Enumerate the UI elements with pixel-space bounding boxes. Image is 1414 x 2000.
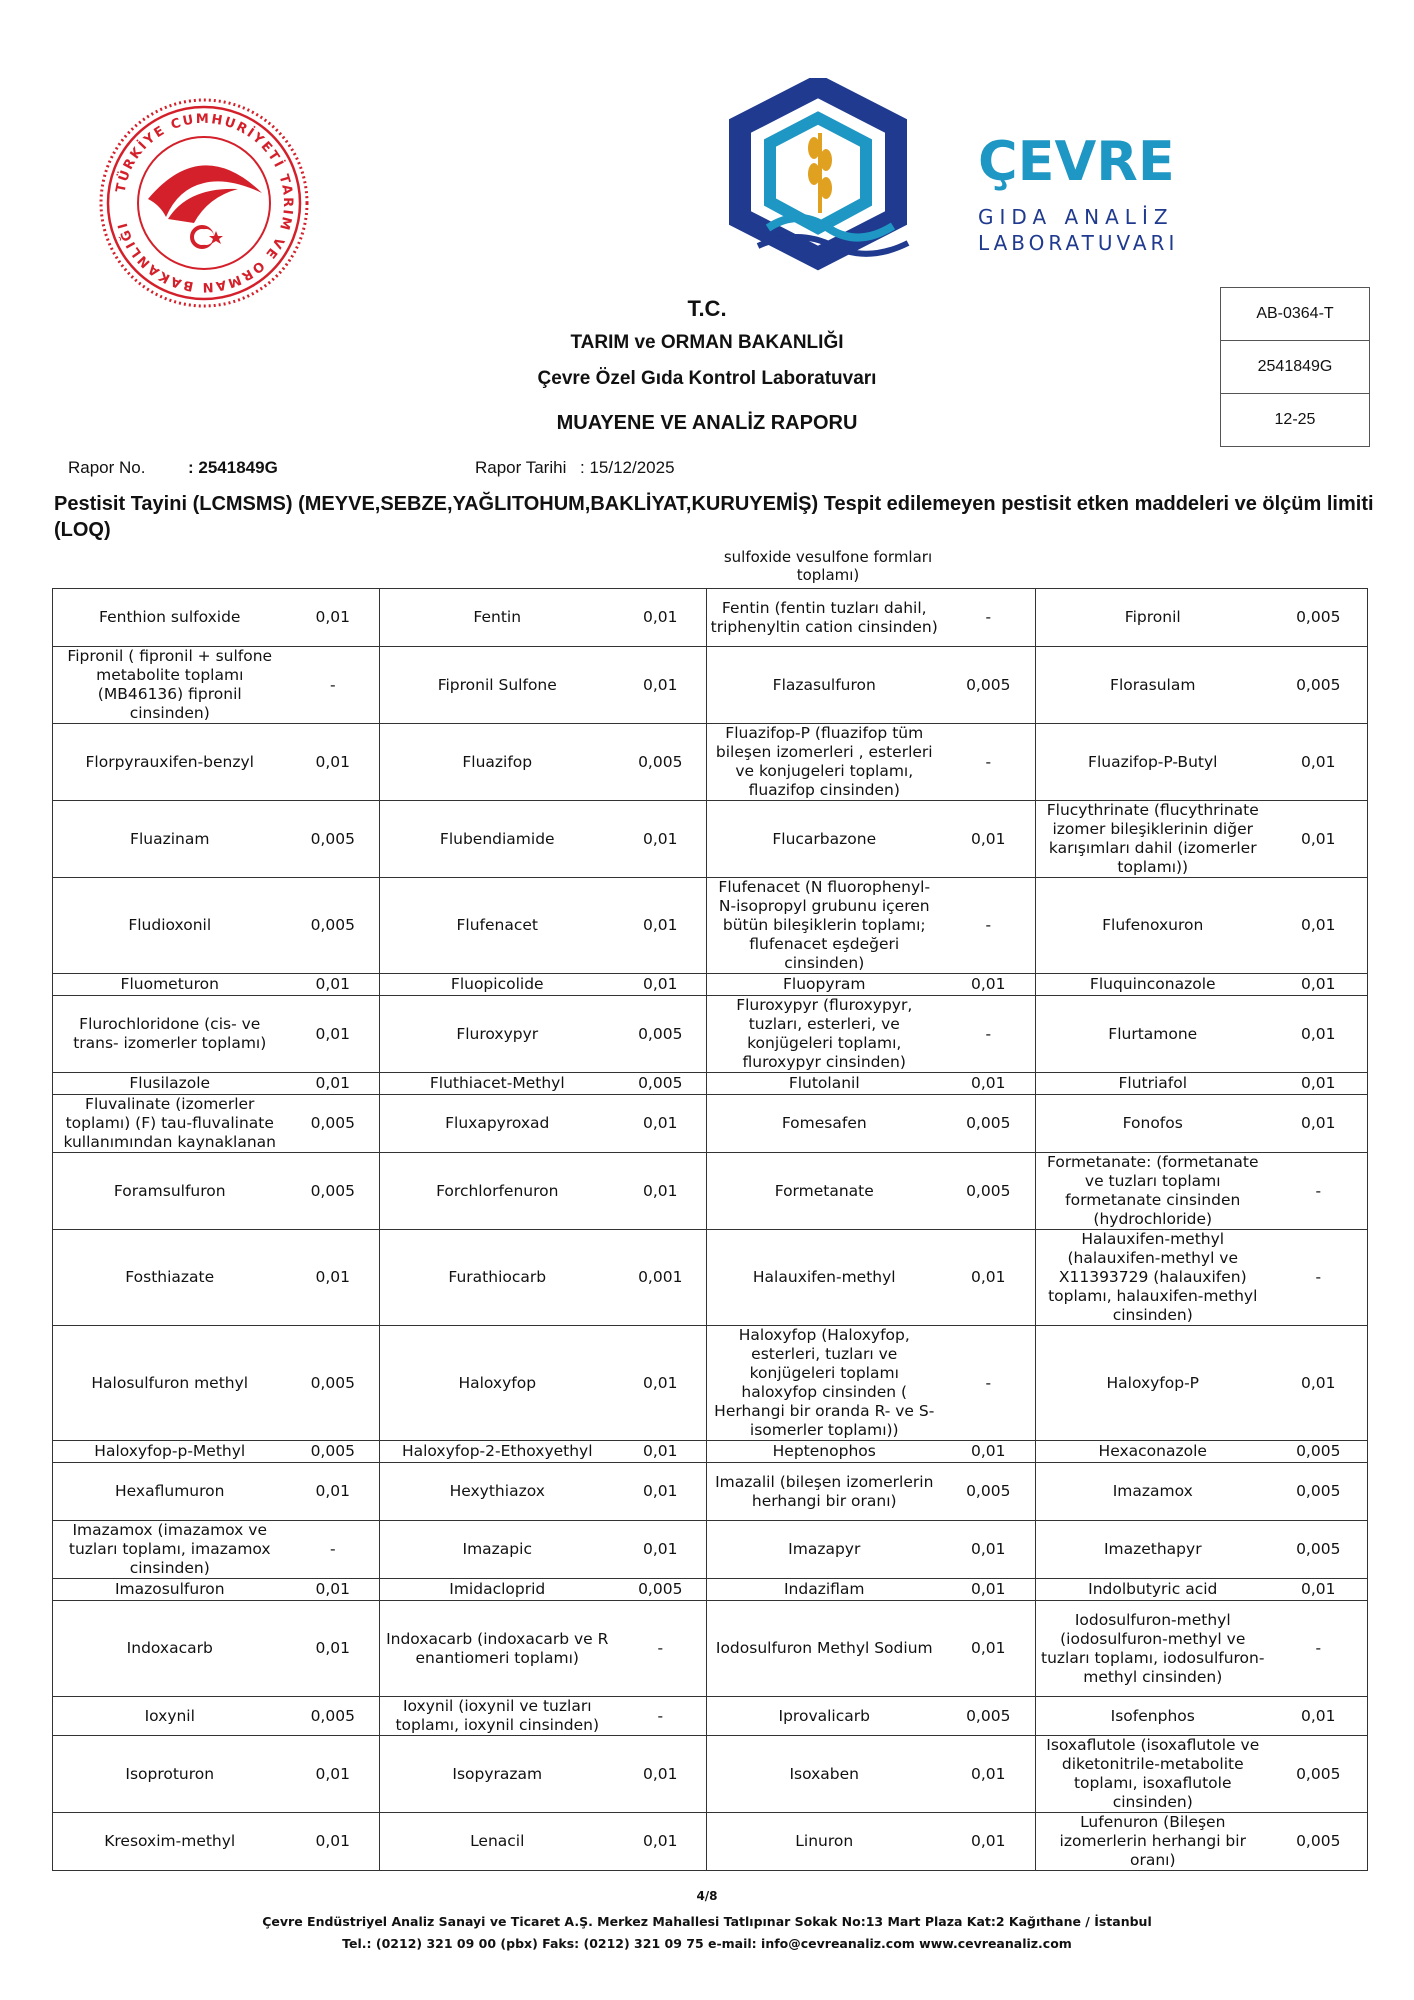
- loq-value-cell: 0,005: [942, 1697, 1036, 1736]
- loq-value-cell: 0,01: [1270, 1095, 1368, 1153]
- table-row: [53, 1579, 1368, 1601]
- analyte-name-cell: Imazamox (imazamox ve tuzları toplamı, imazamox cinsinden): [53, 1521, 287, 1579]
- loq-value-cell: -: [1270, 1601, 1368, 1697]
- analyte-name-cell: Isofenphos: [1036, 1697, 1270, 1736]
- loq-value-cell: 0,01: [1270, 878, 1368, 974]
- analyte-name-cell: Flufenacet (N fluorophenyl-N-isopropyl grubunu içeren bütün bileşiklerin toplamı; flufenacet eşdeğeri cinsinden): [707, 878, 942, 974]
- analyte-name-cell: Fomesafen: [707, 1095, 942, 1153]
- analyte-name-cell: Iodosulfuron-methyl (iodosulfuron-methyl ve tuzları toplamı, iodosulfuron-methyl cinsinden): [1036, 1601, 1270, 1697]
- table-row: [53, 1230, 1368, 1326]
- analyte-name-cell: Fluquinconazole: [1036, 974, 1270, 996]
- loq-value-cell: 0,01: [942, 1813, 1036, 1871]
- loq-value-cell: -: [1270, 1153, 1368, 1230]
- loq-value-cell: 0,005: [287, 801, 380, 878]
- analyte-name-cell: Flazasulfuron: [707, 647, 942, 724]
- loq-value-cell: 0,01: [615, 1153, 707, 1230]
- table-row: [53, 1095, 1368, 1153]
- loq-value-cell: -: [942, 1326, 1036, 1441]
- table-row: [53, 647, 1368, 724]
- loq-value-cell: 0,001: [615, 1230, 707, 1326]
- analyte-name-cell: Flubendiamide: [380, 801, 615, 878]
- loq-value-cell: 0,01: [1270, 1579, 1368, 1601]
- analyte-name-cell: Halauxifen-methyl: [707, 1230, 942, 1326]
- analyte-name-cell: Fluroxypyr (fluroxypyr, tuzları, esterleri, ve konjügeleri toplamı, fluroxypyr cinsinden): [707, 996, 942, 1073]
- loq-value-cell: 0,01: [615, 801, 707, 878]
- analyte-name-cell: Flusilazole: [53, 1073, 287, 1095]
- analyte-name-cell: Fluroxypyr: [380, 996, 615, 1073]
- lab-logo: [728, 78, 1188, 273]
- loq-value-cell: 0,01: [287, 1579, 380, 1601]
- analyte-name-cell: Fluvalinate (izomerler toplamı) (F) tau-fluvalinate kullanımından kaynaklanan: [53, 1095, 287, 1153]
- loq-value-cell: 0,01: [287, 1736, 380, 1813]
- loq-value-cell: 0,01: [942, 1441, 1036, 1463]
- analyte-name-cell: Fluazifop-P-Butyl: [1036, 724, 1270, 801]
- analyte-name-cell: Heptenophos: [707, 1441, 942, 1463]
- analyte-name-cell: Indoxacarb (indoxacarb ve R enantiomeri toplamı): [380, 1601, 615, 1697]
- analyte-name-cell: Halauxifen-methyl (halauxifen-methyl ve X11393729 (halauxifen) toplamı, halauxifen-methyl cinsinden): [1036, 1230, 1270, 1326]
- analyte-name-cell: Furathiocarb: [380, 1230, 615, 1326]
- loq-value-cell: 0,01: [942, 974, 1036, 996]
- analyte-name-cell: Fenthion sulfoxide: [53, 589, 287, 647]
- loq-value-cell: 0,005: [615, 1073, 707, 1095]
- loq-value-cell: 0,01: [942, 1521, 1036, 1579]
- loq-value-cell: 0,01: [1270, 801, 1368, 878]
- analyte-name-cell: Isoxaflutole (isoxaflutole ve diketonitrile-metabolite toplamı, isoxaflutole cinsinden): [1036, 1736, 1270, 1813]
- table-row: [53, 801, 1368, 878]
- reference-report-number: 2541849G: [1221, 341, 1369, 394]
- table-row: [53, 1463, 1368, 1521]
- analyte-name-cell: Haloxyfop-P: [1036, 1326, 1270, 1441]
- table-row: [53, 878, 1368, 974]
- loq-value-cell: -: [942, 996, 1036, 1073]
- analyte-name-cell: Fluopicolide: [380, 974, 615, 996]
- analyte-name-cell: Lenacil: [380, 1813, 615, 1871]
- table-row: [53, 1073, 1368, 1095]
- loq-value-cell: 0,005: [942, 647, 1036, 724]
- analyte-name-cell: Fluazifop: [380, 724, 615, 801]
- table-row: [53, 1736, 1368, 1813]
- analyte-name-cell: Imazosulfuron: [53, 1579, 287, 1601]
- analyte-name-cell: Imazamox: [1036, 1463, 1270, 1521]
- analyte-name-cell: Fipronil: [1036, 589, 1270, 647]
- analyte-name-cell: Imazethapyr: [1036, 1521, 1270, 1579]
- loq-value-cell: 0,01: [942, 1601, 1036, 1697]
- analyte-name-cell: Hexaflumuron: [53, 1463, 287, 1521]
- loq-value-cell: -: [615, 1697, 707, 1736]
- analyte-name-cell: Flutolanil: [707, 1073, 942, 1095]
- loq-value-cell: 0,005: [615, 1579, 707, 1601]
- loq-value-cell: 0,01: [287, 1813, 380, 1871]
- lab-name-heading: Çevre Özel Gıda Kontrol Laboratuvarı: [537, 368, 877, 389]
- loq-value-cell: 0,005: [1270, 1813, 1368, 1871]
- loq-value-cell: 0,01: [1270, 1073, 1368, 1095]
- table-row: [53, 1326, 1368, 1441]
- loq-value-cell: 0,01: [615, 1463, 707, 1521]
- analyte-name-cell: Halosulfuron methyl: [53, 1326, 287, 1441]
- loq-value-cell: 0,01: [1270, 1326, 1368, 1441]
- loq-value-cell: -: [615, 1601, 707, 1697]
- loq-value-cell: 0,005: [1270, 647, 1368, 724]
- analyte-name-cell: Kresoxim-methyl: [53, 1813, 287, 1871]
- analyte-name-cell: Flufenacet: [380, 878, 615, 974]
- loq-value-cell: 0,01: [287, 1073, 380, 1095]
- analyte-name-cell: Ioxynil (ioxynil ve tuzları toplamı, ioxynil cinsinden): [380, 1697, 615, 1736]
- analyte-name-cell: Fosthiazate: [53, 1230, 287, 1326]
- loq-value-cell: 0,005: [1270, 1441, 1368, 1463]
- analyte-name-cell: Fluazinam: [53, 801, 287, 878]
- report-date-value: : 15/12/2025: [580, 458, 675, 477]
- analyte-name-cell: Florpyrauxifen-benzyl: [53, 724, 287, 801]
- analyte-name-cell: Iprovalicarb: [707, 1697, 942, 1736]
- loq-value-cell: 0,01: [1270, 974, 1368, 996]
- loq-value-cell: 0,005: [1270, 589, 1368, 647]
- table-row: [53, 724, 1368, 801]
- analyte-name-cell: Flurtamone: [1036, 996, 1270, 1073]
- loq-value-cell: 0,01: [287, 1463, 380, 1521]
- loq-value-cell: -: [287, 647, 380, 724]
- loq-value-cell: 0,01: [287, 974, 380, 996]
- loq-value-cell: -: [942, 724, 1036, 801]
- loq-value-cell: -: [1270, 1230, 1368, 1326]
- analyte-name-cell: Indoxacarb: [53, 1601, 287, 1697]
- loq-value-cell: 0,01: [287, 1601, 380, 1697]
- loq-value-cell: 0,01: [615, 647, 707, 724]
- loq-value-cell: 0,005: [1270, 1736, 1368, 1813]
- section-title: Pestisit Tayini (LCMSMS) (MEYVE,SEBZE,YAĞLITOHUM,BAKLİYAT,KURUYEMİŞ) Tespit edilemeyen pestisit etken maddeleri ve ölçüm limiti (LOQ): [54, 493, 1374, 541]
- loq-value-cell: 0,005: [1270, 1521, 1368, 1579]
- analyte-name-cell: Haloxyfop: [380, 1326, 615, 1441]
- loq-value-cell: 0,01: [615, 589, 707, 647]
- analyte-name-cell: Isoproturon: [53, 1736, 287, 1813]
- table-row: [53, 974, 1368, 996]
- analyte-name-cell: Hexythiazox: [380, 1463, 615, 1521]
- loq-value-cell: 0,01: [615, 878, 707, 974]
- loq-value-cell: 0,01: [615, 1441, 707, 1463]
- ministry-heading: TARIM ve ORMAN BAKANLIĞI: [570, 332, 844, 353]
- analyte-name-cell: Fluazifop-P (fluazifop tüm bileşen izomerleri , esterleri ve konjugeleri toplamı, fluazifop cinsinden): [707, 724, 942, 801]
- loq-value-cell: 0,005: [287, 1697, 380, 1736]
- analyte-name-cell: Ioxynil: [53, 1697, 287, 1736]
- report-title: MUAYENE VE ANALİZ RAPORU: [556, 412, 858, 434]
- ministry-seal-logo: [98, 97, 310, 309]
- loq-value-cell: 0,005: [287, 1153, 380, 1230]
- analyte-name-cell: Imazapic: [380, 1521, 615, 1579]
- table-row: [53, 1441, 1368, 1463]
- analyte-name-cell: Imazapyr: [707, 1521, 942, 1579]
- analyte-name-cell: Flutriafol: [1036, 1073, 1270, 1095]
- table-row: [53, 1813, 1368, 1871]
- loq-value-cell: 0,01: [942, 1230, 1036, 1326]
- footer-address: Çevre Endüstriyel Analiz Sanayi ve Ticaret A.Ş. Merkez Mahallesi Tatlıpınar Sokak No:13 Mart Plaza Kat:2 Kağıthane / İstanbul: [262, 1914, 1152, 1929]
- loq-value-cell: 0,01: [615, 974, 707, 996]
- loq-value-cell: 0,005: [615, 996, 707, 1073]
- loq-value-cell: 0,01: [287, 996, 380, 1073]
- analyte-name-cell: Isoxaben: [707, 1736, 942, 1813]
- logo-line2-text: LABORATUVARI: [978, 231, 1179, 255]
- analyte-name-cell: Fluometuron: [53, 974, 287, 996]
- pesticide-loq-table: [52, 588, 1368, 1871]
- loq-value-cell: 0,005: [1270, 1463, 1368, 1521]
- analyte-name-cell: Flucythrinate (flucythrinate izomer bileşiklerinin diğer karışımları dahil (izomerler toplamı)): [1036, 801, 1270, 878]
- analyte-name-cell: Formetanate: (formetanate ve tuzları toplamı formetanate cinsinden (hydrochloride): [1036, 1153, 1270, 1230]
- loq-value-cell: 0,01: [942, 1579, 1036, 1601]
- loq-value-cell: -: [287, 1521, 380, 1579]
- analyte-name-cell: Florasulam: [1036, 647, 1270, 724]
- analyte-name-cell: Fonofos: [1036, 1095, 1270, 1153]
- analyte-name-cell: Forchlorfenuron: [380, 1153, 615, 1230]
- loq-value-cell: 0,005: [942, 1463, 1036, 1521]
- reference-box: [1220, 287, 1370, 447]
- analyte-name-cell: Imidacloprid: [380, 1579, 615, 1601]
- reference-period: 12-25: [1274, 411, 1316, 428]
- table-row: [53, 1521, 1368, 1579]
- analyte-name-cell: Fipronil ( fipronil + sulfone metabolite toplamı (MB46136) fipronil cinsinden): [53, 647, 287, 724]
- page-number: 4/8: [696, 1889, 718, 1903]
- analyte-name-cell: Flufenoxuron: [1036, 878, 1270, 974]
- continued-cell-text: sulfoxide vesulfone formları toplamı): [723, 548, 933, 584]
- analyte-name-cell: Lufenuron (Bileşen izomerlerin herhangi bir oranı): [1036, 1813, 1270, 1871]
- loq-value-cell: 0,005: [615, 724, 707, 801]
- loq-value-cell: 0,01: [1270, 996, 1368, 1073]
- country-heading: T.C.: [687, 296, 727, 321]
- table-row: [53, 996, 1368, 1073]
- report-no-label: Rapor No.: [68, 458, 146, 477]
- loq-value-cell: 0,005: [942, 1153, 1036, 1230]
- loq-value-cell: 0,01: [615, 1521, 707, 1579]
- analyte-name-cell: Fentin: [380, 589, 615, 647]
- table-row: [53, 1153, 1368, 1230]
- analyte-name-cell: Fipronil Sulfone: [380, 647, 615, 724]
- analyte-name-cell: Flucarbazone: [707, 801, 942, 878]
- analyte-name-cell: Haloxyfop-p-Methyl: [53, 1441, 287, 1463]
- loq-value-cell: 0,01: [615, 1326, 707, 1441]
- loq-value-cell: 0,005: [287, 1441, 380, 1463]
- footer-contact: Tel.: (0212) 321 09 00 (pbx) Faks: (0212) 321 09 75 e-mail: info@cevreanaliz.com www.cevreanaliz.com: [342, 1936, 1072, 1951]
- loq-value-cell: 0,01: [287, 589, 380, 647]
- analyte-name-cell: Linuron: [707, 1813, 942, 1871]
- analyte-name-cell: Formetanate: [707, 1153, 942, 1230]
- report-no-value: : 2541849G: [188, 458, 278, 477]
- analyte-name-cell: Isopyrazam: [380, 1736, 615, 1813]
- table-row: [53, 1697, 1368, 1736]
- loq-value-cell: 0,01: [942, 801, 1036, 878]
- analyte-name-cell: Haloxyfop-2-Ethoxyethyl: [380, 1441, 615, 1463]
- loq-value-cell: 0,01: [615, 1736, 707, 1813]
- analyte-name-cell: Fluxapyroxad: [380, 1095, 615, 1153]
- analyte-name-cell: Indolbutyric acid: [1036, 1579, 1270, 1601]
- loq-value-cell: 0,01: [942, 1736, 1036, 1813]
- loq-value-cell: 0,005: [287, 878, 380, 974]
- table-row: [53, 1601, 1368, 1697]
- loq-value-cell: -: [942, 878, 1036, 974]
- analyte-name-cell: Imazalil (bileşen izomerlerin herhangi bir oranı): [707, 1463, 942, 1521]
- loq-value-cell: 0,01: [615, 1813, 707, 1871]
- loq-value-cell: 0,01: [287, 724, 380, 801]
- analyte-name-cell: Fentin (fentin tuzları dahil, triphenyltin cation cinsinden): [707, 589, 942, 647]
- loq-value-cell: 0,01: [287, 1230, 380, 1326]
- table-row: [53, 589, 1368, 647]
- loq-value-cell: -: [942, 589, 1036, 647]
- loq-value-cell: 0,005: [287, 1095, 380, 1153]
- logo-line1-text: GIDA ANALİZ: [978, 205, 1174, 229]
- analyte-name-cell: Flurochloridone (cis- ve trans- izomerler toplamı): [53, 996, 287, 1073]
- loq-value-cell: 0,005: [942, 1095, 1036, 1153]
- loq-value-cell: 0,01: [1270, 724, 1368, 801]
- analyte-name-cell: Iodosulfuron Methyl Sodium: [707, 1601, 942, 1697]
- reference-code: AB-0364-T: [1221, 288, 1369, 341]
- loq-value-cell: 0,01: [1270, 1697, 1368, 1736]
- analyte-name-cell: Fluopyram: [707, 974, 942, 996]
- analyte-name-cell: Fludioxonil: [53, 878, 287, 974]
- analyte-name-cell: Fluthiacet-Methyl: [380, 1073, 615, 1095]
- analyte-name-cell: Hexaconazole: [1036, 1441, 1270, 1463]
- report-date-label: Rapor Tarihi: [475, 458, 567, 477]
- loq-value-cell: 0,01: [942, 1073, 1036, 1095]
- analyte-name-cell: Foramsulfuron: [53, 1153, 287, 1230]
- loq-value-cell: 0,01: [615, 1095, 707, 1153]
- seal-text: TÜRKİYE CUMHURİYETİ TARIM VE ORMAN BAKANLIĞI: [113, 111, 296, 295]
- logo-brand-text: ÇEVRE: [978, 130, 1175, 193]
- analyte-name-cell: Indaziflam: [707, 1579, 942, 1601]
- loq-value-cell: 0,005: [287, 1326, 380, 1441]
- analyte-name-cell: Haloxyfop (Haloxyfop, esterleri, tuzları ve konjügeleri toplamı haloxyfop cinsinden ( Herhangi bir oranda R- ve S- isomerler toplamı)): [707, 1326, 942, 1441]
